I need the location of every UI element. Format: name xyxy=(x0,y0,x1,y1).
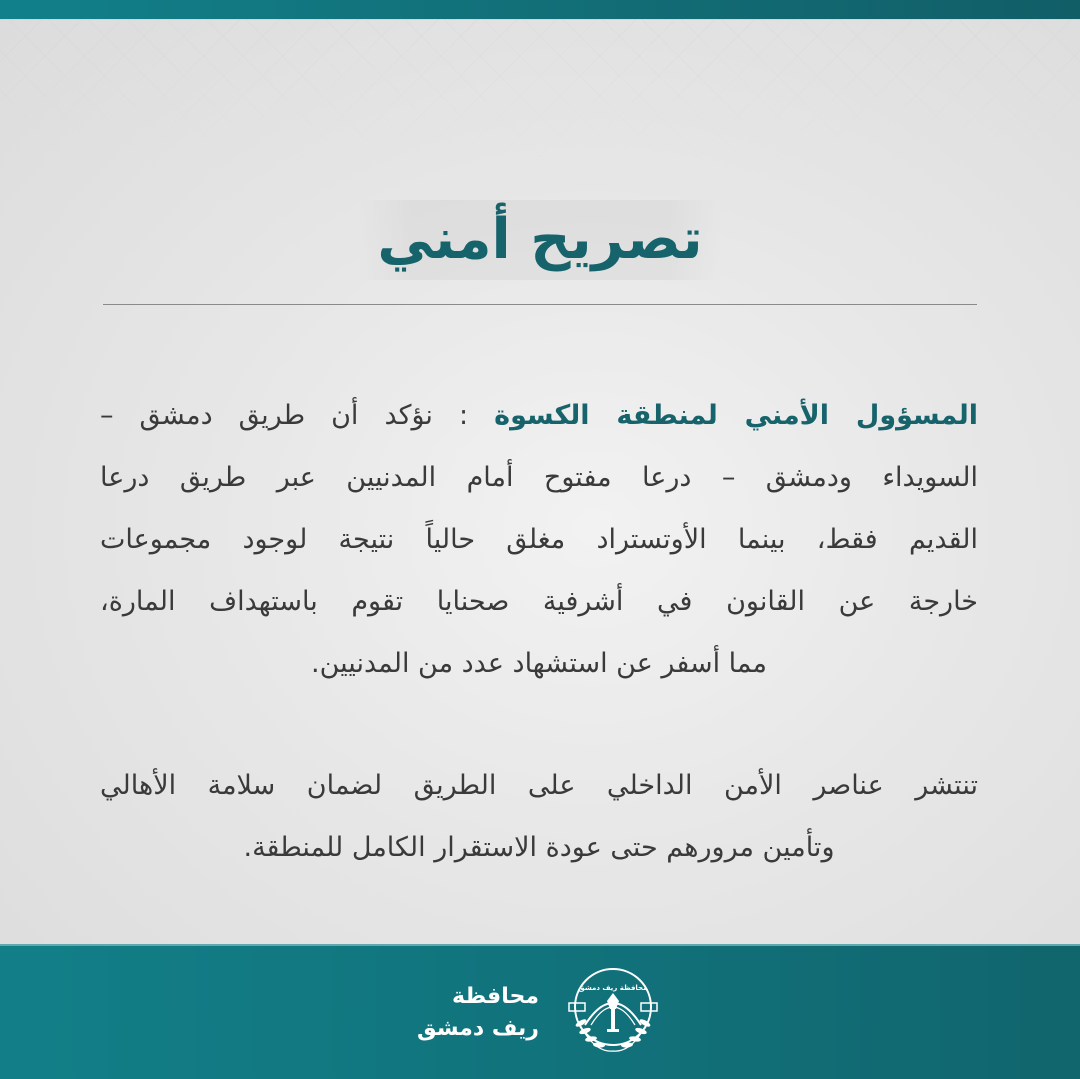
statement-line-2: السويداء ودمشق – درعا مفتوح أمام المدنيين عبر طريق درعا xyxy=(100,462,978,493)
islamic-pattern-background xyxy=(0,20,1080,170)
statement-line-4: خارجة عن القانون في أشرفية صحنايا تقوم باستهداف المارة، xyxy=(100,586,978,617)
statement-p2-line-2: وتأمين مرورهم حتى عودة الاستقرار الكامل للمنطقة. xyxy=(243,832,835,863)
title-container xyxy=(0,200,1080,280)
title-divider xyxy=(103,304,977,305)
statement-line-1-text: نؤكد أن طريق دمشق – xyxy=(100,400,433,431)
statement-line-3: القديم فقط، بينما الأوتستراد مغلق حالياً نتيجة لوجود مجموعات xyxy=(100,524,978,555)
svg-text:محافظة ريف دمشق: محافظة ريف دمشق xyxy=(578,983,648,992)
statement-line-1 xyxy=(100,385,978,447)
organization-line-2: ريف دمشق xyxy=(417,1015,539,1041)
statement-p2-line-1: تنتشر عناصر الأمن الداخلي على الطريق لضمان سلامة الأهالي xyxy=(100,770,978,801)
statement-line-5: مما أسفر عن استشهاد عدد من المدنيين. xyxy=(311,648,767,679)
speaker-label: المسؤول الأمني لمنطقة الكسوة xyxy=(494,400,978,431)
top-accent-bar xyxy=(0,0,1080,20)
organization-line-1: محافظة xyxy=(452,983,539,1009)
governorate-emblem-icon xyxy=(563,963,663,1063)
organization-name xyxy=(417,981,539,1045)
statement-paragraph-2 xyxy=(100,755,978,879)
speaker-separator: : xyxy=(432,400,495,431)
statement-paragraph-1 xyxy=(100,385,978,695)
footer-bar xyxy=(0,944,1080,1079)
footer-branding xyxy=(0,946,1080,1079)
page-title: تصريح أمني xyxy=(357,200,722,280)
